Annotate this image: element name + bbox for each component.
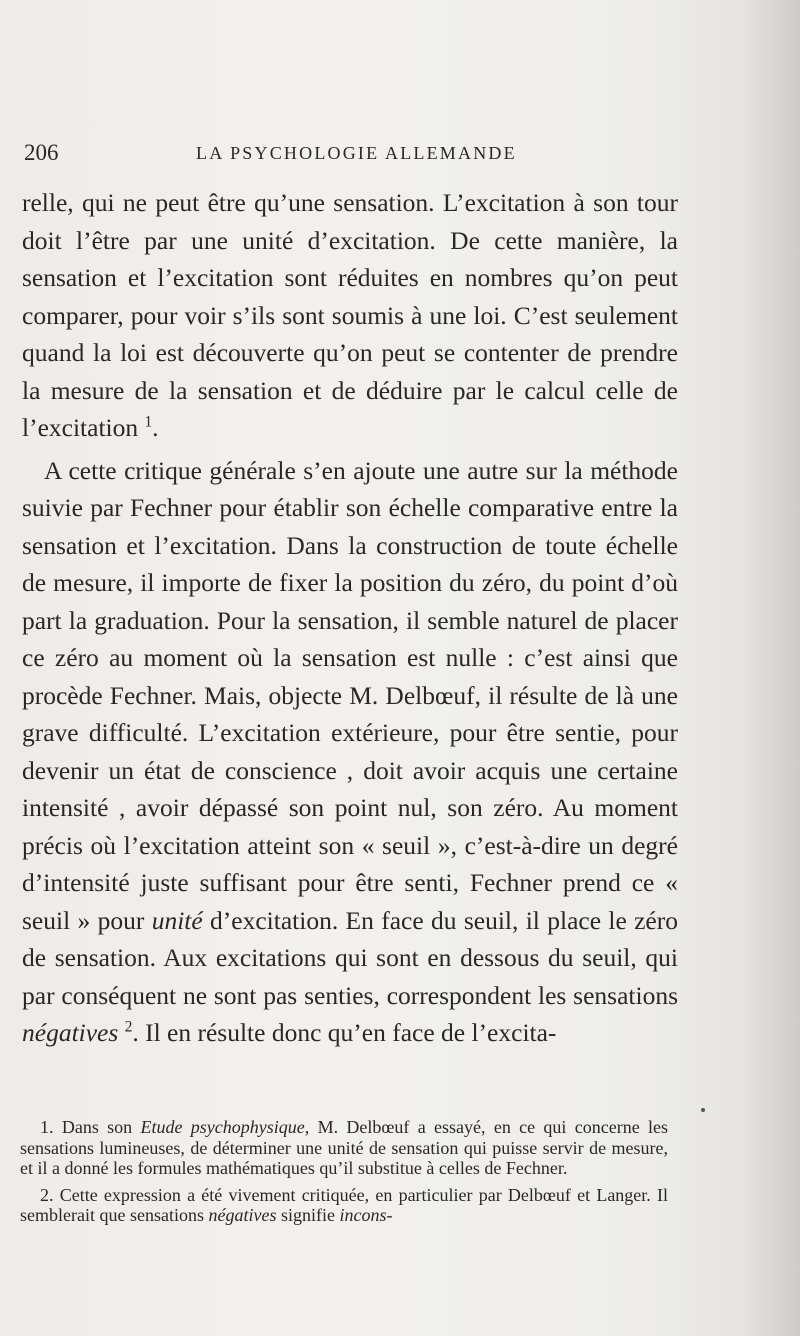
footnote xyxy=(20,1117,668,1179)
body-text xyxy=(22,184,678,1057)
paragraph-text: . Il en résulte donc qu’en face de l’excita- xyxy=(132,1018,557,1047)
paragraph-text: A cette critique générale s’en ajoute une autre sur la méthode suivie par Fechner pour établir son échelle comparative entre la sensation et l’excitation. Dans la construction de toute échelle de mesure, il importe de fixer la position du zéro, du point d’où part la graduation. Pour la sensation, il semble naturel de placer ce zéro au moment où la sensation est nulle : c’est ainsi que procède Fechner. Mais, objecte M. Delbœuf, il résulte de là une grave difficulté. L’excitation extérieure, pour être sentie, pour devenir un état de conscience , doit avoir acquis une certaine intensité , avoir dépassé son point nul, son zéro. Au moment précis où l’excitation atteint son « seuil », c’est-à-dire un degré d’intensité juste suffisant pour être senti, Fechner prend ce « seuil » pour xyxy=(22,455,678,935)
footnote-number: 2. xyxy=(40,1184,54,1205)
footnote-text: Cette expression a été vivement critiquée, en particulier par Delbœuf et Langer. Il semblerait que sensations xyxy=(20,1184,669,1225)
footnote-ref: 1 xyxy=(144,413,153,431)
footnote-text: , M. Delbœuf a essayé, en ce qui concerne les sensations lumineuses, de déterminer une unité de sensation qui puisse servir de mesure, et il a donné les formules mathématiques qu’il substitue à celles de Fechner. xyxy=(20,1117,669,1178)
footnote-emphasis: Etude psychophysique xyxy=(140,1117,305,1137)
running-title: LA PSYCHOLOGIE ALLEMANDE xyxy=(196,143,517,163)
emphasis-text: négatives xyxy=(22,1018,119,1047)
footnote-text: Dans son xyxy=(61,1117,133,1137)
emphasis-text: unité xyxy=(151,905,203,935)
page-header xyxy=(24,140,684,170)
footnote-number: 1. xyxy=(40,1117,54,1137)
footnote-emphasis: négatives xyxy=(208,1205,277,1225)
paragraph-text: relle, qui ne peut être qu’une sensation. L’excitation à son tour doit l’être par une unité d’excitation. De cette manière, la sensation et l’excitation sont réduites en nombres qu’on peut comparer, pour voir s’ils sont soumis à une loi. C’est seulement quand la loi est découverte qu’on peut se contenter de prendre la mesure de la sensation et de déduire par le calcul celle de l’excitation xyxy=(22,188,678,442)
paragraph-text: d’excitation. En face du seuil, il place le zéro de sensation. Aux excitations qui sont en dessous du seuil, qui par conséquent ne sont pas senties, correspondent les sensations xyxy=(22,905,678,1010)
paragraph xyxy=(22,452,678,1052)
footnote-ref: 2 xyxy=(124,1018,133,1036)
footnotes xyxy=(20,1117,668,1232)
footnote-text: signifie xyxy=(280,1205,335,1225)
footnote xyxy=(20,1185,668,1226)
page-number: 206 xyxy=(24,140,59,165)
footnote-emphasis: incons- xyxy=(339,1205,393,1225)
paragraph xyxy=(22,184,678,447)
ink-speck xyxy=(701,1108,705,1112)
paragraph-end: . xyxy=(152,413,159,442)
